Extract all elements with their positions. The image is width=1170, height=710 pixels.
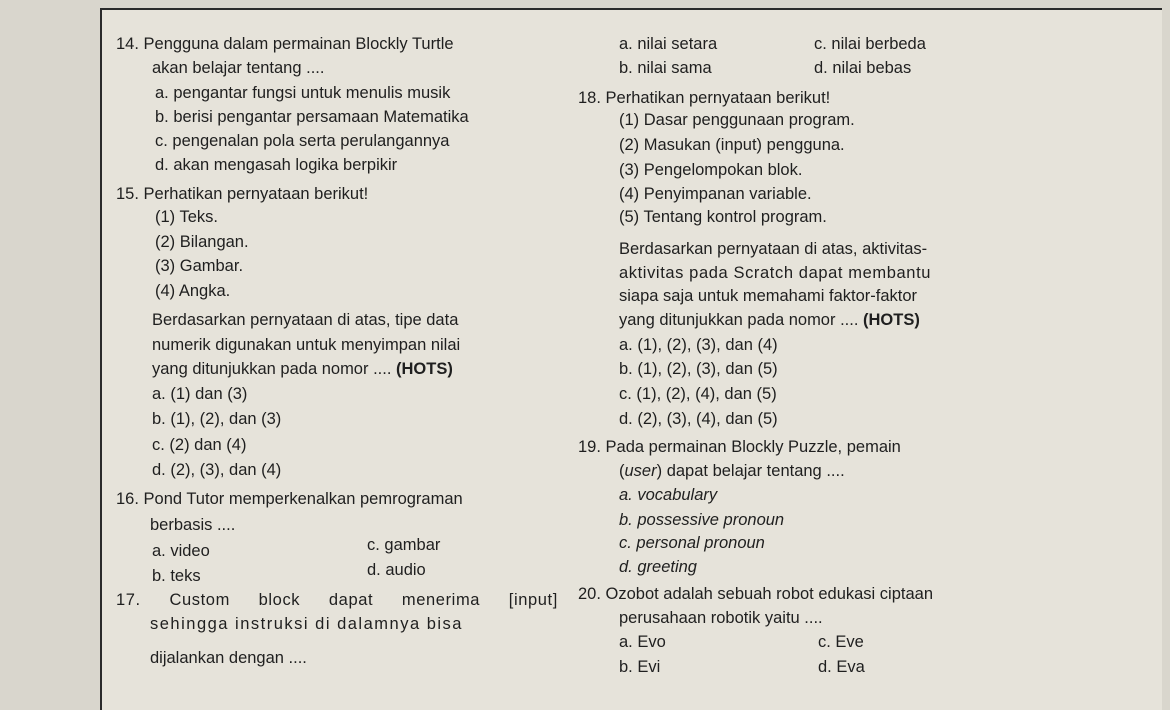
- q18-body-line4: yang ditunjukkan pada nomor .... (HOTS): [619, 311, 920, 329]
- q14-stem-line2: akan belajar tentang ....: [152, 59, 325, 77]
- q19-stem-line2: (user) dapat belajar tentang ....: [619, 462, 845, 480]
- q18-option-d: d. (2), (3), (4), dan (5): [619, 410, 778, 428]
- q13-option-d: d. nilai bebas: [814, 59, 912, 77]
- q15-option-b: b. (1), (2), dan (3): [152, 410, 282, 428]
- q15-option-c: c. (2) dan (4): [152, 436, 247, 454]
- q16-stem-line2: berbasis ....: [150, 516, 236, 534]
- q16-option-d: d. audio: [367, 561, 426, 579]
- q16-option-a: a. video: [152, 542, 210, 560]
- q15-item-4: (4) Angka.: [155, 282, 231, 300]
- q18-item-3: (3) Pengelompokan blok.: [619, 161, 803, 179]
- q18-item-1: (1) Dasar penggunaan program.: [619, 111, 855, 129]
- q14-option-d: d. akan mengasah logika berpikir: [155, 156, 398, 174]
- q16-option-b: b. teks: [152, 567, 201, 585]
- q17-stem-line1: 17. Custom block dapat menerima [input]: [116, 591, 558, 609]
- q20-option-d: d. Eva: [818, 658, 865, 676]
- q18-option-a: a. (1), (2), (3), dan (4): [619, 336, 778, 354]
- q18-item-4: (4) Penyimpanan variable.: [619, 185, 812, 203]
- q14-option-b: b. berisi pengantar persamaan Matematika: [155, 108, 469, 126]
- q15-title: 15. Perhatikan pernyataan berikut!: [116, 185, 369, 203]
- q18-item-2: (2) Masukan (input) pengguna.: [619, 136, 845, 154]
- q19-option-c: c. personal pronoun: [619, 534, 765, 552]
- q16-stem-line1: 16. Pond Tutor memperkenalkan pemrograman: [116, 490, 463, 508]
- q14-option-c: c. pengenalan pola serta perulangannya: [155, 132, 450, 150]
- q14-option-a: a. pengantar fungsi untuk menulis musik: [155, 84, 451, 102]
- q13-option-a: a. nilai setara: [619, 35, 718, 53]
- q18-title: 18. Perhatikan pernyataan berikut!: [578, 89, 831, 107]
- q18-option-c: c. (1), (2), (4), dan (5): [619, 385, 777, 403]
- q15-option-a: a. (1) dan (3): [152, 385, 248, 403]
- q20-option-c: c. Eve: [818, 633, 864, 651]
- q14-stem-line1: 14. Pengguna dalam permainan Blockly Turtle: [116, 35, 454, 53]
- q20-stem-line1: 20. Ozobot adalah sebuah robot edukasi ciptaan: [578, 585, 934, 603]
- q15-option-d: d. (2), (3), dan (4): [152, 461, 282, 479]
- q19-option-b: b. possessive pronoun: [619, 511, 785, 529]
- q19-option-d: d. greeting: [619, 558, 697, 576]
- q17-stem-line3: dijalankan dengan ....: [150, 649, 307, 667]
- q13-option-b: b. nilai sama: [619, 59, 712, 77]
- q18-body-line1: Berdasarkan pernyataan di atas, aktivitas-: [619, 240, 928, 258]
- q18-body-line3: siapa saja untuk memahami faktor-faktor: [619, 287, 918, 305]
- q18-body-line2: aktivitas pada Scratch dapat membantu: [619, 264, 932, 282]
- q15-item-2: (2) Bilangan.: [155, 233, 249, 251]
- q16-option-c: c. gambar: [367, 536, 441, 554]
- q20-option-a: a. Evo: [619, 633, 666, 651]
- q18-option-b: b. (1), (2), (3), dan (5): [619, 360, 778, 378]
- q17-stem-line2: sehingga instruksi di dalamnya bisa: [150, 615, 463, 633]
- q15-body-line3: yang ditunjukkan pada nomor .... (HOTS): [152, 360, 453, 378]
- q19-stem-line1: 19. Pada permainan Blockly Puzzle, pemain: [578, 438, 901, 456]
- q19-option-a: a. vocabulary: [619, 486, 718, 504]
- q15-body-line2: numerik digunakan untuk menyimpan nilai: [152, 336, 461, 354]
- q20-stem-line2: perusahaan robotik yaitu ....: [619, 609, 823, 627]
- q13-option-c: c. nilai berbeda: [814, 35, 926, 53]
- q18-item-5: (5) Tentang kontrol program.: [619, 208, 827, 226]
- q15-item-3: (3) Gambar.: [155, 257, 244, 275]
- q15-item-1: (1) Teks.: [155, 208, 218, 226]
- q20-option-b: b. Evi: [619, 658, 661, 676]
- q15-body-line1: Berdasarkan pernyataan di atas, tipe data: [152, 311, 459, 329]
